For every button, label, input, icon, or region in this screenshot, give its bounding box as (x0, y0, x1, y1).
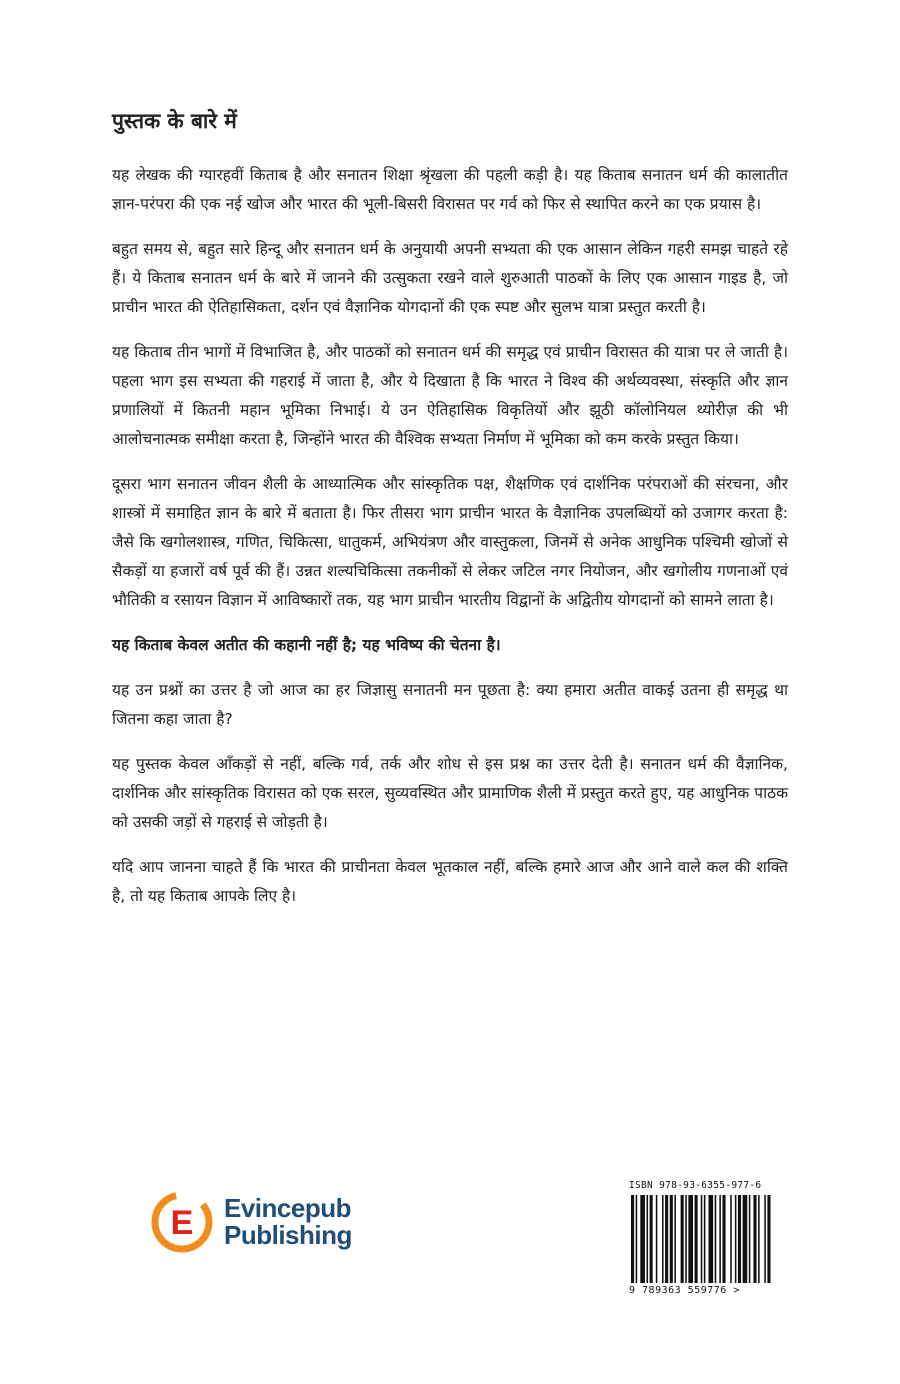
barcode-bar (631, 1195, 634, 1283)
barcode-bar (704, 1195, 706, 1283)
barcode-bar (640, 1195, 645, 1283)
barcode-bar (709, 1195, 714, 1283)
barcode-bar (758, 1195, 760, 1283)
barcode-bar (674, 1195, 676, 1283)
barcode-bar (695, 1195, 698, 1283)
barcode-bar (650, 1195, 653, 1283)
barcode-bar (730, 1195, 732, 1283)
barcode-bar (764, 1195, 766, 1283)
paragraph-audience: बहुत समय से, बहुत सारे हिन्दू और सनातन धर्म के अनुयायी अपनी सभ्यता की एक आसान लेकिन गहरी समझ चाहते रहे हैं। ये किताब सनातन धर्म के बारे में जानने की उत्सुकता रखने वाले शुरुआती पाठकों के लिए एक आसान गाइड है, जो प्राचीन भारत की ऐतिहासिकता, दर्शन एवं वैज्ञानिक योगदानों की एक स्पष्ट और सुलभ यात्रा प्रस्तुत करती है। (112, 240, 788, 317)
page-title: पुस्तक के बारे में (112, 109, 237, 133)
publisher-logo (150, 1190, 352, 1254)
paragraph-answer: यह पुस्तक केवल आँकड़ों से नहीं, बल्कि गर्व, तर्क और शोध से इस प्रश्न का उत्तर देती है। सनातन धर्म की वैज्ञानिक, दार्शनिक और सांस्कृतिक विरासत को एक सरल, सुव्यवस्थित और प्रामाणिक शैली में प्रस्तुत करते हुए, यह आधुनिक पाठक को उसकी जड़ों से गहराई से जोड़ती है। (112, 755, 788, 832)
isbn-number: 9 789363 559776 > (629, 1285, 740, 1296)
barcode-bar (662, 1195, 664, 1283)
publisher-logo-letter: E (170, 1204, 194, 1242)
barcode-bar (656, 1195, 658, 1283)
barcode-bar (767, 1195, 770, 1283)
barcode (629, 1195, 774, 1283)
barcode-bar (665, 1195, 668, 1283)
barcode-bar (647, 1195, 649, 1283)
publisher-e-icon (150, 1190, 214, 1254)
barcode-bar (743, 1195, 748, 1283)
publisher-name: Evincepub (224, 1192, 351, 1223)
barcode-bar (735, 1195, 737, 1283)
barcode-bar (749, 1195, 751, 1283)
barcode-bar (753, 1195, 756, 1283)
publisher-subname: Publishing (224, 1220, 352, 1250)
paragraph-tagline: यह किताब केवल अतीत की कहानी नहीं है; यह भविष्य की चेतना है। (112, 636, 501, 655)
isbn-label: ISBN 978-93-6355-977-6 (629, 1180, 762, 1191)
publisher-wordmark (224, 1192, 352, 1250)
back-cover-text (112, 108, 788, 927)
isbn-barcode-block (629, 1180, 774, 1296)
paragraph-question: यह उन प्रश्नों का उत्तर है जो आज का हर जिज्ञासु सनातनी मन पूछता है: क्या हमारा अतीत वाकई उतना ही समृद्ध था जितना कहा जाता है? (112, 681, 788, 729)
paragraph-intro: यह लेखक की ग्यारहवीं किताब है और सनातन शिक्षा श्रृंखला की पहली कड़ी है। यह किताब सनातन धर्म की कालातीत ज्ञान-परंपरा की एक नई खोज और भारत की भूली-बिसरी विरासत पर गर्व को फिर से स्थापित करने का एक प्रयास है। (112, 166, 788, 214)
barcode-bar (688, 1195, 693, 1283)
barcode-bar (722, 1195, 725, 1283)
barcode-bar (701, 1195, 703, 1283)
barcode-bar (685, 1195, 687, 1283)
barcode-bar (715, 1195, 717, 1283)
barcode-bar (681, 1195, 684, 1283)
barcode-bar (738, 1195, 741, 1283)
barcode-bar (719, 1195, 721, 1283)
paragraph-closing: यदि आप जानना चाहते हैं कि भारत की प्राचीनता केवल भूतकाल नहीं, बल्कि हमारे आज और आने वाले कल की शक्ति है, तो यह किताब आपके लिए है। (112, 858, 788, 906)
paragraph-parts-two-three: दूसरा भाग सनातन जीवन शैली के आध्यात्मिक और सांस्कृतिक पक्ष, शैक्षणिक एवं दार्शनिक परंपराओं की संरचना, और शास्त्रों में समाहित ज्ञान के बारे में बताता है। फिर तीसरा भाग प्राचीन भारत के वैज्ञानिक उपलब्धियों को उजागर करता है: जैसे कि खगोलशास्त्र, गणित, चिकित्सा, धातुकर्म, अभियंत्रण और वास्तुकला, जिनमें से अनेक आधुनिक पश्चिमी खोजों से सैकड़ों या हजारों वर्ष पूर्व की हैं। उन्नत शल्यचिकित्सा तकनीकों से लेकर जटिल नगर नियोजन, और खगोलीय गणनाओं एवं भौतिकी व रसायन विज्ञान में आविष्कारों तक, यह भाग प्राचीन भारतीय विद्वानों के अद्वितीय योगदानों को सामने लाता है। (112, 475, 788, 610)
barcode-bar (670, 1195, 673, 1283)
barcode-bar (636, 1195, 638, 1283)
paragraph-part-one: यह किताब तीन भागों में विभाजित है, और पाठकों को सनातन धर्म की समृद्ध एवं प्राचीन विरासत की यात्रा पर ले जाती है। पहला भाग इस सभ्यता की गहराई में जाता है, और ये दिखाता है कि भारत ने विश्व की अर्थव्यवस्था, संस्कृति और ज्ञान प्रणालियों में कितनी महान भूमिका निभाई। ये उन ऐतिहासिक विकृतियों और झूठी कॉलोनियल थ्योरीज़ की भी आलोचनात्मक समीक्षा करता है, जिन्होंने भारत की वैश्विक सभ्यता निर्माण में भूमिका को कम करके प्रस्तुत किया। (112, 343, 788, 449)
